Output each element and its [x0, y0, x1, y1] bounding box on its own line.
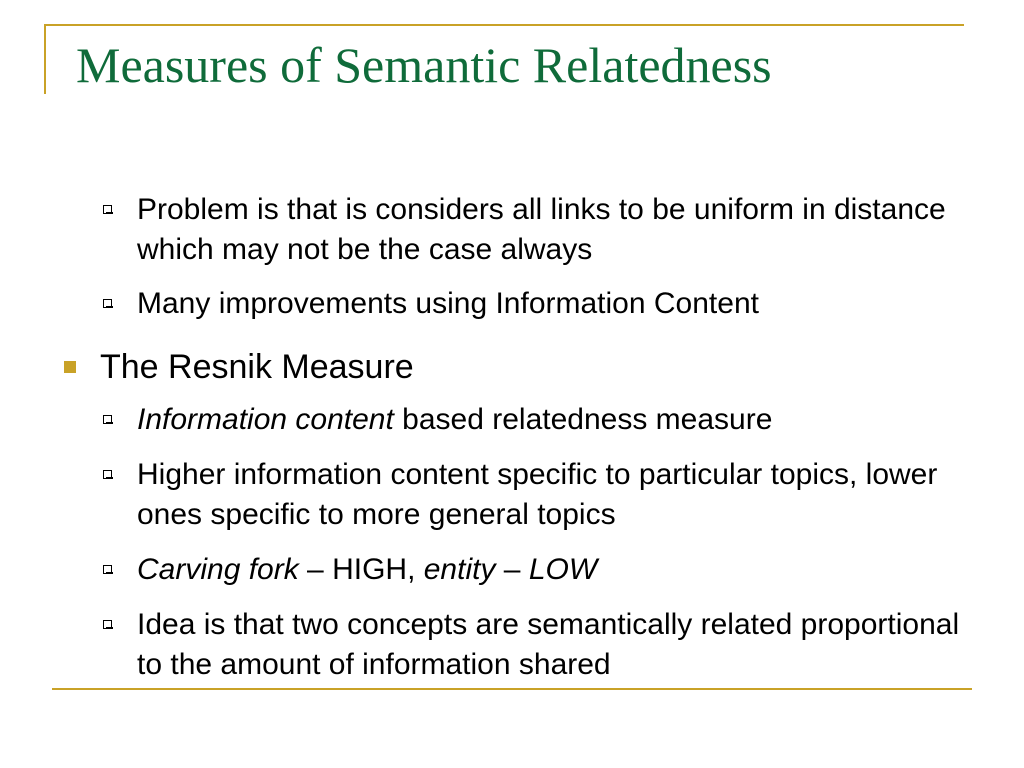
- slide-title: Measures of Semantic Relatedness: [76, 37, 772, 93]
- italic-term: Carving fork: [137, 553, 299, 586]
- sub-bullet-text: Problem is that is considers all links to be uniform in distance which may not be the case always: [137, 193, 946, 266]
- sub-bullet-6: [137, 605, 967, 685]
- hollow-square-bullet-icon: [103, 620, 112, 629]
- sub-bullet-text: –: [495, 553, 529, 586]
- italic-term: Information content: [137, 403, 394, 436]
- hollow-square-bullet-icon: [103, 299, 112, 308]
- sub-bullet-text: Higher information content specific to particular topics, lower ones specific to more general topics: [137, 458, 938, 531]
- left-border-line: [44, 24, 46, 94]
- bottom-border-line: [52, 688, 972, 690]
- gold-square-bullet-icon: [64, 361, 76, 373]
- hollow-square-bullet-icon: [103, 205, 112, 214]
- italic-term: LOW: [528, 553, 598, 586]
- sub-bullet-2: [137, 284, 967, 324]
- sub-bullet-3: [137, 400, 967, 440]
- main-bullet-text: The Resnik Measure: [100, 348, 414, 386]
- main-bullet-resnik: [100, 346, 414, 388]
- sub-bullet-text: – HIGH,: [298, 553, 424, 586]
- hollow-square-bullet-icon: [103, 565, 112, 574]
- sub-bullet-1: [137, 190, 967, 270]
- italic-term: entity: [423, 553, 496, 586]
- sub-bullet-text: Many improvements using Information Content: [137, 287, 759, 320]
- sub-bullet-5: [137, 550, 967, 590]
- hollow-square-bullet-icon: [103, 470, 112, 479]
- sub-bullet-text: Idea is that two concepts are semantically related proportional to the amount of information shared: [137, 608, 960, 681]
- sub-bullet-4: [137, 455, 967, 535]
- top-border-line: [44, 24, 964, 26]
- hollow-square-bullet-icon: [103, 415, 112, 424]
- sub-bullet-text: based relatedness measure: [393, 403, 773, 436]
